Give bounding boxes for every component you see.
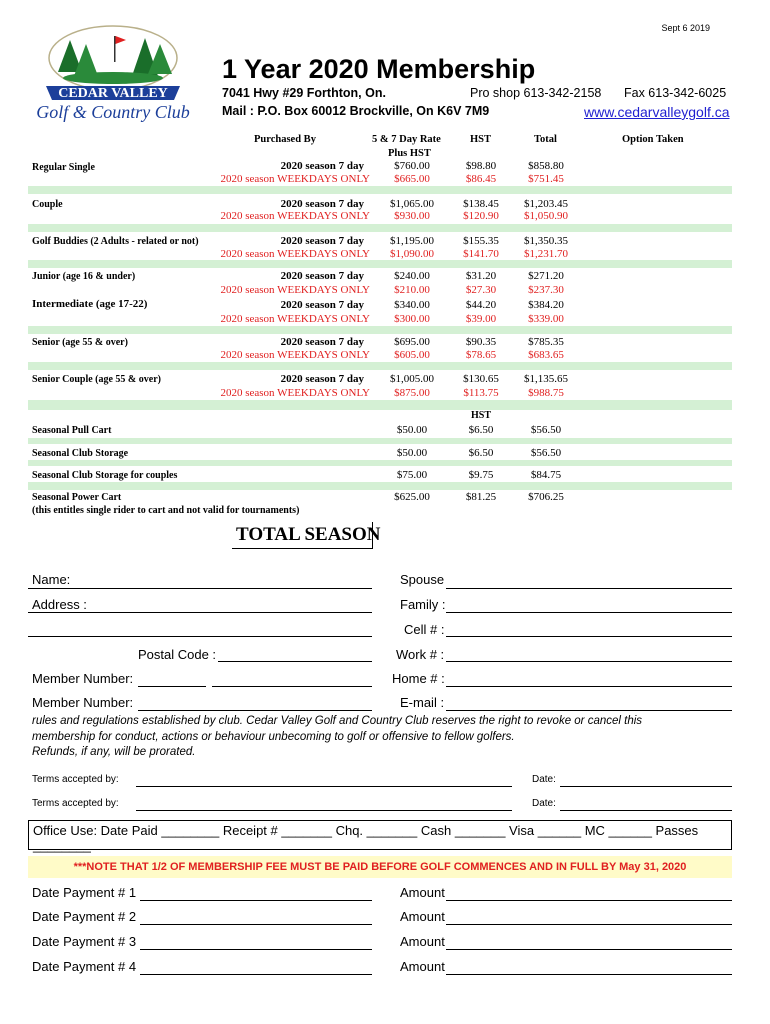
rate-cell: $1,065.00 [390, 198, 434, 210]
email-field[interactable] [446, 710, 732, 711]
home-phone-label: Home # : [392, 671, 445, 686]
member-number-field[interactable] [138, 686, 206, 687]
payment-amount-field[interactable] [446, 924, 732, 925]
terms-date-label-2: Date: [532, 798, 556, 809]
payment-date-field[interactable] [140, 900, 372, 901]
extra-item-label: Seasonal Power Cart [32, 492, 122, 503]
row-separator [28, 260, 732, 268]
total-cell: $1,050.90 [524, 210, 568, 222]
family-label: Family : [400, 597, 446, 612]
office-use-box [28, 820, 732, 853]
total-cell: $988.75 [528, 387, 564, 399]
address-label: Address : [32, 597, 87, 612]
season-7-day: 2020 season 7 day [280, 160, 364, 172]
total-cell: $751.45 [528, 173, 564, 185]
rate-cell: $210.00 [394, 284, 430, 296]
hst-cell: $31.20 [465, 270, 497, 282]
payment-date-label: Date Payment # 1 [32, 885, 137, 900]
row-separator [28, 460, 732, 466]
payment-amount-label: Amount [400, 909, 445, 924]
payment-amount-label: Amount [400, 934, 445, 949]
logo-line1: CEDAR VALLEY [58, 86, 168, 101]
terms-date-label: Date: [532, 774, 556, 785]
rate-cell: $930.00 [394, 210, 430, 222]
rules-line-2: membership for conduct, actions or behaviour unbecoming to golf or offensive to fellow golfers. [32, 731, 515, 743]
office-use-text: Office Use: Date Paid ________ Receipt # _______ Chq. _______ Cash _______ Visa ______ MC ______ Passes ________ [33, 823, 699, 853]
season-7-day: 2020 season 7 day [280, 373, 364, 385]
category-label: Senior (age 55 & over) [32, 337, 128, 348]
payment-date-field[interactable] [140, 974, 372, 975]
payment-date-label: Date Payment # 3 [32, 934, 137, 949]
hst-cell: $9.75 [468, 469, 494, 481]
hst-cell: $155.35 [463, 235, 499, 247]
rate-cell: $50.00 [396, 447, 428, 459]
payment-amount-field[interactable] [446, 900, 732, 901]
total-cell: $339.00 [528, 313, 564, 325]
member-number-field-2[interactable] [212, 686, 372, 687]
member-number-label-2: Member Number: [32, 695, 134, 710]
total-cell: $1,231.70 [524, 248, 568, 260]
address-line-2-field[interactable] [28, 636, 372, 637]
fax-number: Fax 613-342-6025 [624, 86, 727, 100]
hst-cell: $138.45 [463, 198, 499, 210]
rate-cell: $1,195.00 [390, 235, 434, 247]
rate-cell: $50.00 [396, 424, 428, 436]
row-separator [28, 438, 732, 444]
total-cell: $84.75 [530, 469, 562, 481]
email-label: E-mail : [400, 695, 445, 710]
payment-amount-field[interactable] [446, 949, 732, 950]
total-cell: $1,203.45 [524, 198, 568, 210]
category-label: Junior (age 16 & under) [32, 271, 136, 282]
total-cell: $1,135.65 [524, 373, 568, 385]
category-label: Senior Couple (age 55 & over) [32, 374, 161, 385]
rate-cell: $1,090.00 [390, 248, 434, 260]
address-field[interactable] [28, 612, 372, 613]
season-weekdays: 2020 season WEEKDAYS ONLY [220, 173, 370, 185]
payment-date-field[interactable] [140, 949, 372, 950]
terms-signature-field-2[interactable] [136, 810, 512, 811]
hst-cell: $120.90 [463, 210, 499, 222]
payment-amount-label: Amount [400, 885, 445, 900]
extra-item-label: Seasonal Club Storage for couples [32, 470, 178, 481]
terms-signature-field[interactable] [136, 786, 512, 787]
season-7-day: 2020 season 7 day [280, 198, 364, 210]
row-separator [28, 362, 732, 370]
rules-line-3: Refunds, if any, will be prorated. [32, 746, 196, 758]
total-season-label: TOTAL SEASON [236, 524, 381, 545]
hst-cell: $6.50 [468, 447, 494, 459]
rate-cell: $760.00 [394, 160, 430, 172]
spouse-label: Spouse [400, 572, 445, 587]
col-total: Total [534, 134, 557, 145]
rate-cell: $240.00 [394, 270, 430, 282]
logo-line2: Golf & Country Club [36, 102, 190, 122]
total-cell: $237.30 [528, 284, 564, 296]
power-cart-note: (this entitles single rider to cart and not valid for tournaments) [32, 505, 300, 516]
row-separator [28, 482, 732, 490]
payment-amount-field[interactable] [446, 974, 732, 975]
cell-field[interactable] [446, 636, 732, 637]
extra-item-label: Seasonal Pull Cart [32, 425, 112, 436]
terms-date-field-2[interactable] [560, 810, 732, 811]
col-rate-sub: Plus HST [388, 148, 431, 159]
total-cell: $706.25 [528, 491, 564, 503]
hst-cell: $27.30 [465, 284, 497, 296]
hst-cell: $39.00 [465, 313, 497, 325]
spouse-field[interactable] [446, 588, 732, 589]
row-separator [28, 326, 732, 334]
season-weekdays: 2020 season WEEKDAYS ONLY [220, 349, 370, 361]
hst-cell: $44.20 [465, 299, 497, 311]
row-separator [28, 186, 732, 194]
rate-cell: $665.00 [394, 173, 430, 185]
club-address: 7041 Hwy #29 Forthton, On. [222, 86, 386, 100]
member-number-label: Member Number: [32, 671, 134, 686]
home-phone-field[interactable] [446, 686, 732, 687]
rate-cell: $1,005.00 [390, 373, 434, 385]
total-cell: $858.80 [528, 160, 564, 172]
category-label: Golf Buddies (2 Adults - related or not) [32, 236, 199, 247]
cell-label: Cell # : [404, 622, 445, 637]
rate-cell: $695.00 [394, 336, 430, 348]
season-7-day: 2020 season 7 day [280, 299, 364, 311]
family-field[interactable] [446, 612, 732, 613]
hst-cell: $81.25 [465, 491, 497, 503]
hst-cell: $90.35 [465, 336, 497, 348]
col-purchased-by: Purchased By [254, 134, 316, 145]
payment-amount-label: Amount [400, 959, 445, 974]
rate-cell: $625.00 [394, 491, 430, 503]
total-cell: $785.35 [528, 336, 564, 348]
hst-cell: $113.75 [463, 387, 499, 399]
club-logo-graphic [28, 20, 198, 128]
payment-date-label: Date Payment # 2 [32, 909, 137, 924]
hst-cell: $130.65 [463, 373, 499, 385]
season-weekdays: 2020 season WEEKDAYS ONLY [220, 248, 370, 260]
season-weekdays: 2020 season WEEKDAYS ONLY [220, 210, 370, 222]
website-link[interactable]: www.cedarvalleygolf.ca [584, 104, 730, 120]
hst-cell: $141.70 [463, 248, 499, 260]
category-label: Couple [32, 199, 63, 210]
hst-cell: $78.65 [465, 349, 497, 361]
page-title: 1 Year 2020 Membership [222, 54, 536, 84]
rules-line-1: rules and regulations established by club. Cedar Valley Golf and Country Club reserves the right to revoke or cancel this [32, 715, 643, 727]
extra-item-label: Seasonal Club Storage [32, 448, 129, 459]
name-label: Name: [32, 572, 71, 587]
total-cell: $56.50 [530, 447, 562, 459]
hst-cell: $86.45 [465, 173, 497, 185]
season-7-day: 2020 season 7 day [280, 336, 364, 348]
hst-cell: $6.50 [468, 424, 494, 436]
rate-cell: $875.00 [394, 387, 430, 399]
extras-hst-header: HST [470, 410, 491, 421]
terms-date-field[interactable] [560, 786, 732, 787]
payment-note: ***NOTE THAT 1/2 OF MEMBERSHIP FEE MUST BE PAID BEFORE GOLF COMMENCES AND IN FULL BY May 31, 2020 [28, 856, 732, 878]
col-rate: 5 & 7 Day Rate [372, 134, 441, 145]
payment-date-label: Date Payment # 4 [32, 959, 137, 974]
col-hst: HST [470, 134, 492, 145]
member-number-field-3[interactable] [138, 710, 372, 711]
col-option-taken: Option Taken [622, 134, 684, 145]
hst-cell: $98.80 [465, 160, 497, 172]
postal-code-field[interactable] [218, 661, 372, 662]
season-7-day: 2020 season 7 day [280, 235, 364, 247]
total-cell: $1,350.35 [524, 235, 568, 247]
work-phone-label: Work # : [396, 647, 445, 662]
row-separator [28, 400, 732, 410]
mailing-address: Mail : P.O. Box 60012 Brockville, On K6V 7M9 [222, 104, 490, 118]
season-7-day: 2020 season 7 day [280, 270, 364, 282]
total-cell: $271.20 [528, 270, 564, 282]
document-date: Sept 6 2019 [661, 23, 710, 33]
category-label: Regular Single [32, 162, 95, 173]
total-cell: $683.65 [528, 349, 564, 361]
name-field[interactable] [28, 588, 372, 589]
total-cell: $384.20 [528, 299, 564, 311]
club-logo [28, 20, 198, 128]
rate-cell: $605.00 [394, 349, 430, 361]
terms-accepted-label: Terms accepted by: [32, 774, 119, 785]
row-separator [28, 224, 732, 232]
season-weekdays: 2020 season WEEKDAYS ONLY [220, 284, 370, 296]
season-weekdays: 2020 season WEEKDAYS ONLY [220, 387, 370, 399]
rate-cell: $75.00 [396, 469, 428, 481]
pro-shop-phone: Pro shop 613-342-2158 [470, 86, 602, 100]
terms-accepted-label-2: Terms accepted by: [32, 798, 119, 809]
category-label: Intermediate (age 17-22) [32, 298, 148, 310]
work-phone-field[interactable] [446, 661, 732, 662]
rate-cell: $300.00 [394, 313, 430, 325]
season-weekdays: 2020 season WEEKDAYS ONLY [220, 313, 370, 325]
postal-code-label: Postal Code : [138, 647, 217, 662]
rate-cell: $340.00 [394, 299, 430, 311]
payment-date-field[interactable] [140, 924, 372, 925]
total-cell: $56.50 [530, 424, 562, 436]
